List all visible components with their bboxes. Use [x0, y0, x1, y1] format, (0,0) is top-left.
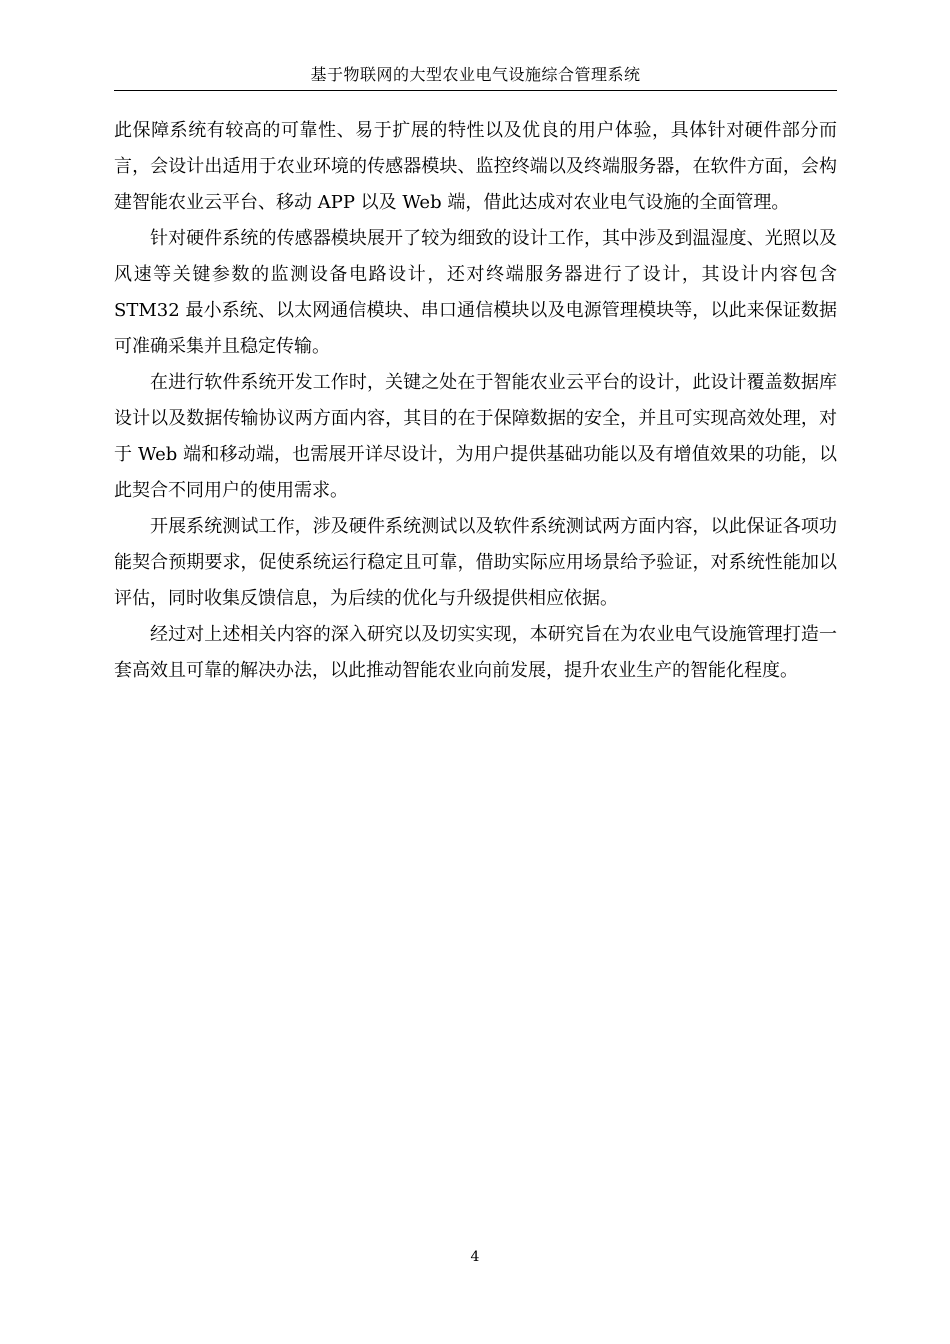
paragraph-software-design: 在进行软件系统开发工作时，关键之处在于智能农业云平台的设计，此设计覆盖数据库设计以及数据传输协议两方面内容，其目的在于保障数据的安全，并且可实现高效处理，对于 Web 端和移动端，也需展开详尽设计，为用户提供基础功能以及有增值效果的功能，以此契合不同用户的使用需求。 [114, 372, 837, 501]
header-divider [114, 90, 837, 91]
paragraph-conclusion: 经过对上述相关内容的深入研究以及切实实现，本研究旨在为农业电气设施管理打造一套高效且可靠的解决办法，以此推动智能农业向前发展，提升农业生产的智能化程度。 [114, 624, 837, 681]
paragraph-system-testing: 开展系统测试工作，涉及硬件系统测试以及软件系统测试两方面内容，以此保证各项功能契合预期要求，促使系统运行稳定且可靠，借助实际应用场景给予验证，对系统性能加以评估，同时收集反馈信息，为后续的优化与升级提供相应依据。 [114, 516, 837, 609]
body-text [114, 113, 837, 689]
paragraph-hardware-design: 针对硬件系统的传感器模块展开了较为细致的设计工作，其中涉及到温湿度、光照以及风速等关键参数的监测设备电路设计，还对终端服务器进行了设计，其设计内容包含 STM32 最小系统、以太网通信模块、串口通信模块以及电源管理模块等，以此来保证数据可准确采集并且稳定传输。 [114, 228, 837, 357]
paragraph-continued: 此保障系统有较高的可靠性、易于扩展的特性以及优良的用户体验，具体针对硬件部分而言，会设计出适用于农业环境的传感器模块、监控终端以及终端服务器，在软件方面，会构建智能农业云平台、移动 APP 以及 Web 端，借此达成对农业电气设施的全面管理。 [114, 120, 837, 213]
running-header-title: 基于物联网的大型农业电气设施综合管理系统 [310, 65, 641, 84]
page-number: 4 [470, 1249, 480, 1265]
